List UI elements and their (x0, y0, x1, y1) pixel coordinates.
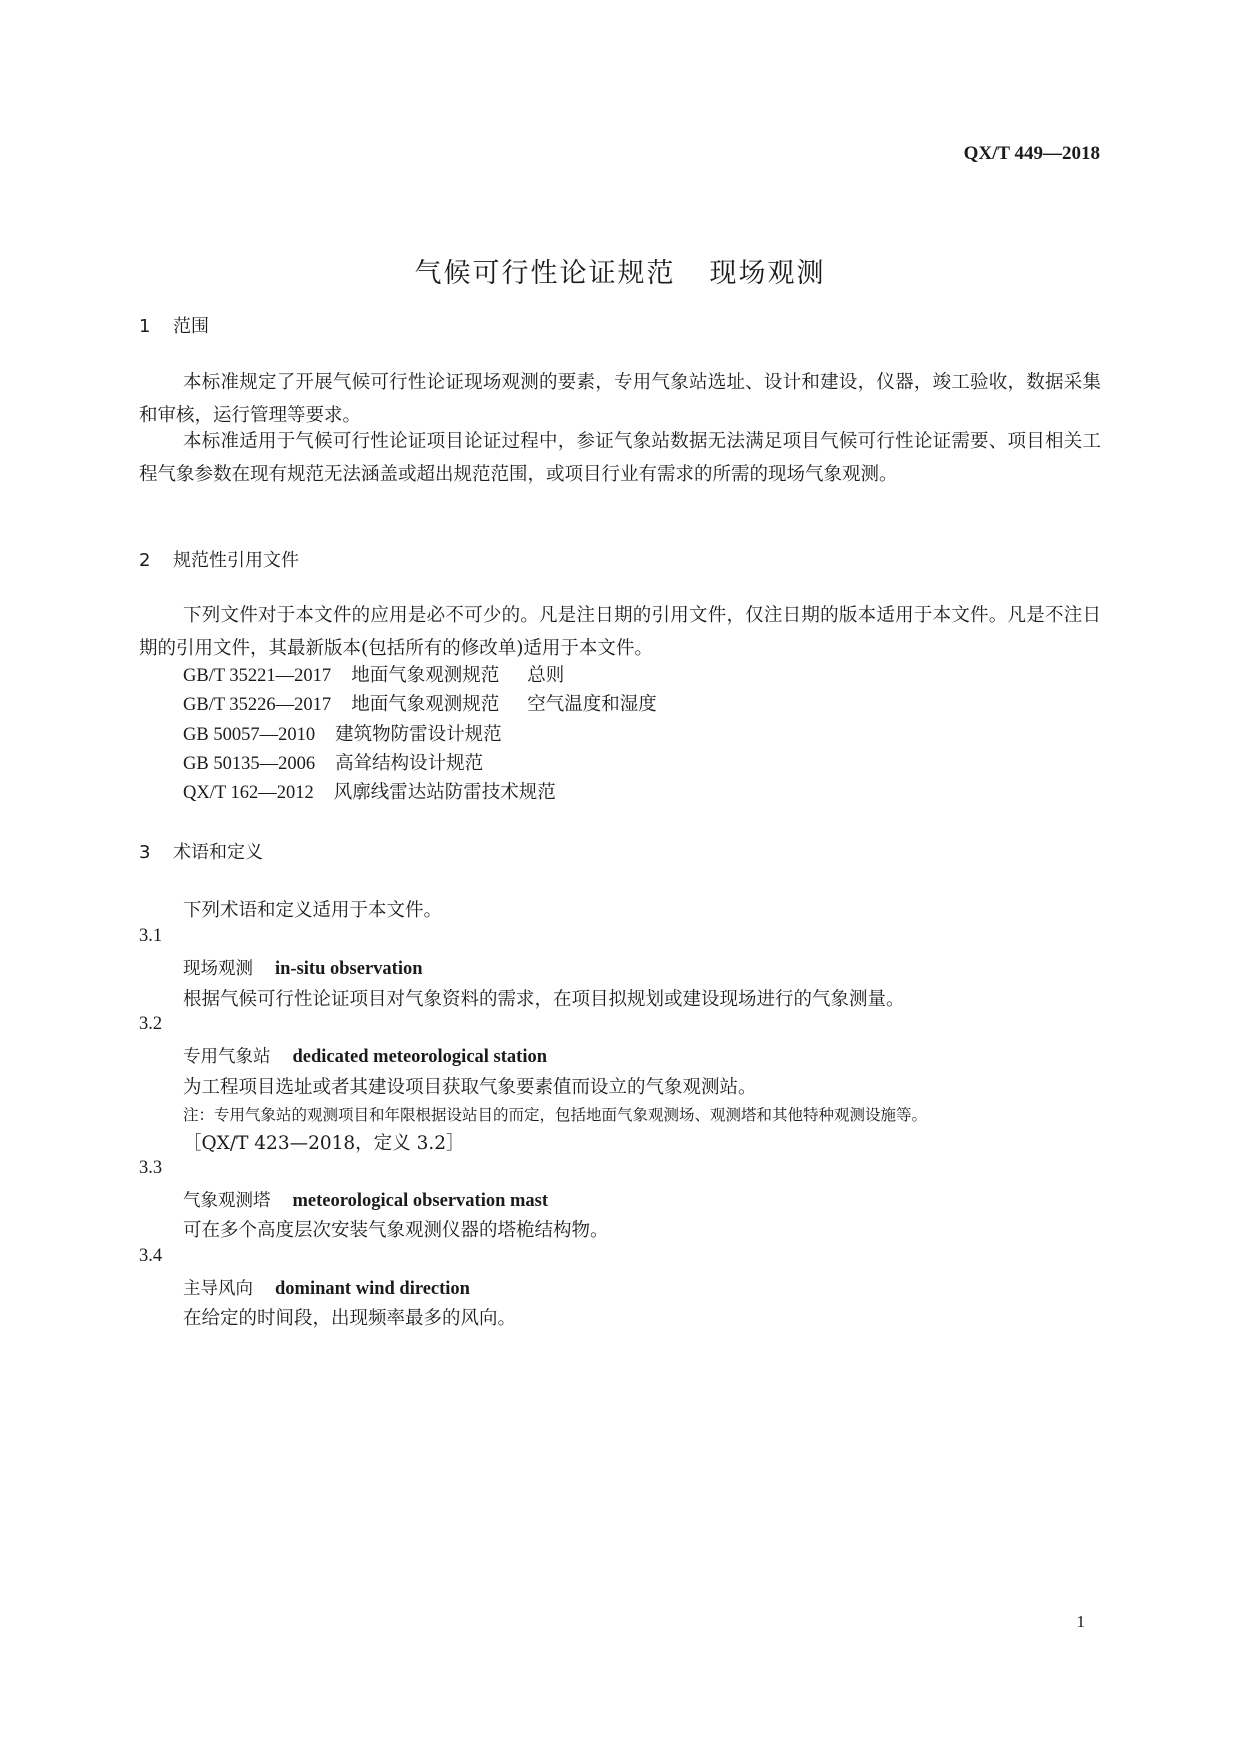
note-text: 专用气象站的观测项目和年限根据设站目的而定，包括地面气象观测场、观测塔和其他特种观测设施等。 (214, 1106, 928, 1124)
reference-item (183, 661, 564, 687)
reference-code: GB 50057—2010 (183, 725, 316, 745)
reference-subtitle: 总则 (527, 665, 565, 686)
term-chinese: 专用气象站 (183, 1047, 271, 1067)
term-english: dominant wind direction (275, 1279, 470, 1299)
reference-code: GB 50135—2006 (183, 754, 316, 774)
section-2-heading (139, 546, 299, 572)
term-definition: 根据气候可行性论证项目对气象资料的需求，在项目拟规划或建设现场进行的气象测量。 (183, 989, 905, 1010)
reference-title: 高耸结构设计规范 (335, 753, 484, 774)
section-number: 2 (139, 550, 151, 571)
term-definition: 可在多个高度层次安装气象观测仪器的塔桅结构物。 (183, 1220, 609, 1241)
term-heading (183, 1275, 470, 1300)
reference-subtitle: 空气温度和湿度 (527, 694, 657, 715)
section-title: 规范性引用文件 (173, 550, 299, 571)
section-3-intro: 下列术语和定义适用于本文件。 (183, 900, 443, 921)
reference-item (183, 749, 483, 775)
term-number: 3.2 (139, 1014, 163, 1034)
term-number: 3.1 (139, 926, 163, 946)
page-number: 1 (1076, 1612, 1085, 1631)
term-heading (183, 1187, 548, 1212)
section-title: 术语和定义 (173, 842, 263, 863)
section-title: 范围 (173, 316, 209, 337)
title-main: 气候可行性论证规范 (414, 258, 676, 289)
reference-code: GB/T 35221—2017 (183, 666, 332, 686)
term-definition: 为工程项目选址或者其建设项目获取气象要素值而设立的气象观测站。 (183, 1077, 757, 1098)
term-english: dedicated meteorological station (292, 1047, 548, 1067)
reference-code: GB/T 35226—2017 (183, 695, 332, 715)
term-english: meteorological observation mast (292, 1191, 549, 1211)
term-chinese: 主导风向 (183, 1279, 253, 1299)
standard-number: QX/T 449—2018 (963, 143, 1100, 164)
reference-title: 建筑物防雷设计规范 (335, 724, 502, 745)
reference-code: QX/T 162—2012 (183, 783, 314, 803)
section-1-paragraph-1: 本标准规定了开展气候可行性论证现场观测的要素，专用气象站选址、设计和建设，仪器，竣工验收，数据采集和审核，运行管理等要求。 (139, 372, 1101, 426)
term-number: 3.3 (139, 1158, 163, 1178)
section-1-heading (139, 312, 209, 338)
term-english: in-situ observation (275, 959, 423, 979)
term-chinese: 现场观测 (183, 959, 253, 979)
section-number: 1 (139, 316, 151, 337)
term-number: 3.4 (139, 1246, 163, 1266)
reference-item (183, 720, 502, 746)
section-1-paragraph-2: 本标准适用于气候可行性论证项目论证过程中，参证气象站数据无法满足项目气候可行性论证需要、项目相关工程气象参数在现有规范无法涵盖或超出规范范围，或项目行业有需求的所需的现场气象观测。 (139, 431, 1101, 485)
reference-title: 风廓线雷达站防雷技术规范 (333, 782, 556, 803)
term-heading (183, 955, 423, 980)
section-2-intro: 下列文件对于本文件的应用是必不可少的。凡是注日期的引用文件，仅注日期的版本适用于本文件。凡是不注日期的引用文件，其最新版本(包括所有的修改单)适用于本文件。 (139, 605, 1101, 659)
reference-title: 地面气象观测规范 (351, 694, 500, 715)
term-heading (183, 1043, 547, 1068)
note-label: 注： (183, 1106, 215, 1124)
title-sub: 现场观测 (709, 258, 826, 289)
page-title (0, 251, 1240, 290)
term-chinese: 气象观测塔 (183, 1191, 271, 1211)
term-note (183, 1103, 927, 1125)
term-source: ［QX/T 423—2018，定义 3.2］ (183, 1133, 465, 1154)
term-definition: 在给定的时间段，出现频率最多的风向。 (183, 1308, 517, 1329)
section-number: 3 (139, 842, 151, 863)
section-3-heading (139, 838, 263, 864)
reference-item (183, 778, 556, 804)
reference-item (183, 690, 657, 716)
reference-title: 地面气象观测规范 (351, 665, 500, 686)
